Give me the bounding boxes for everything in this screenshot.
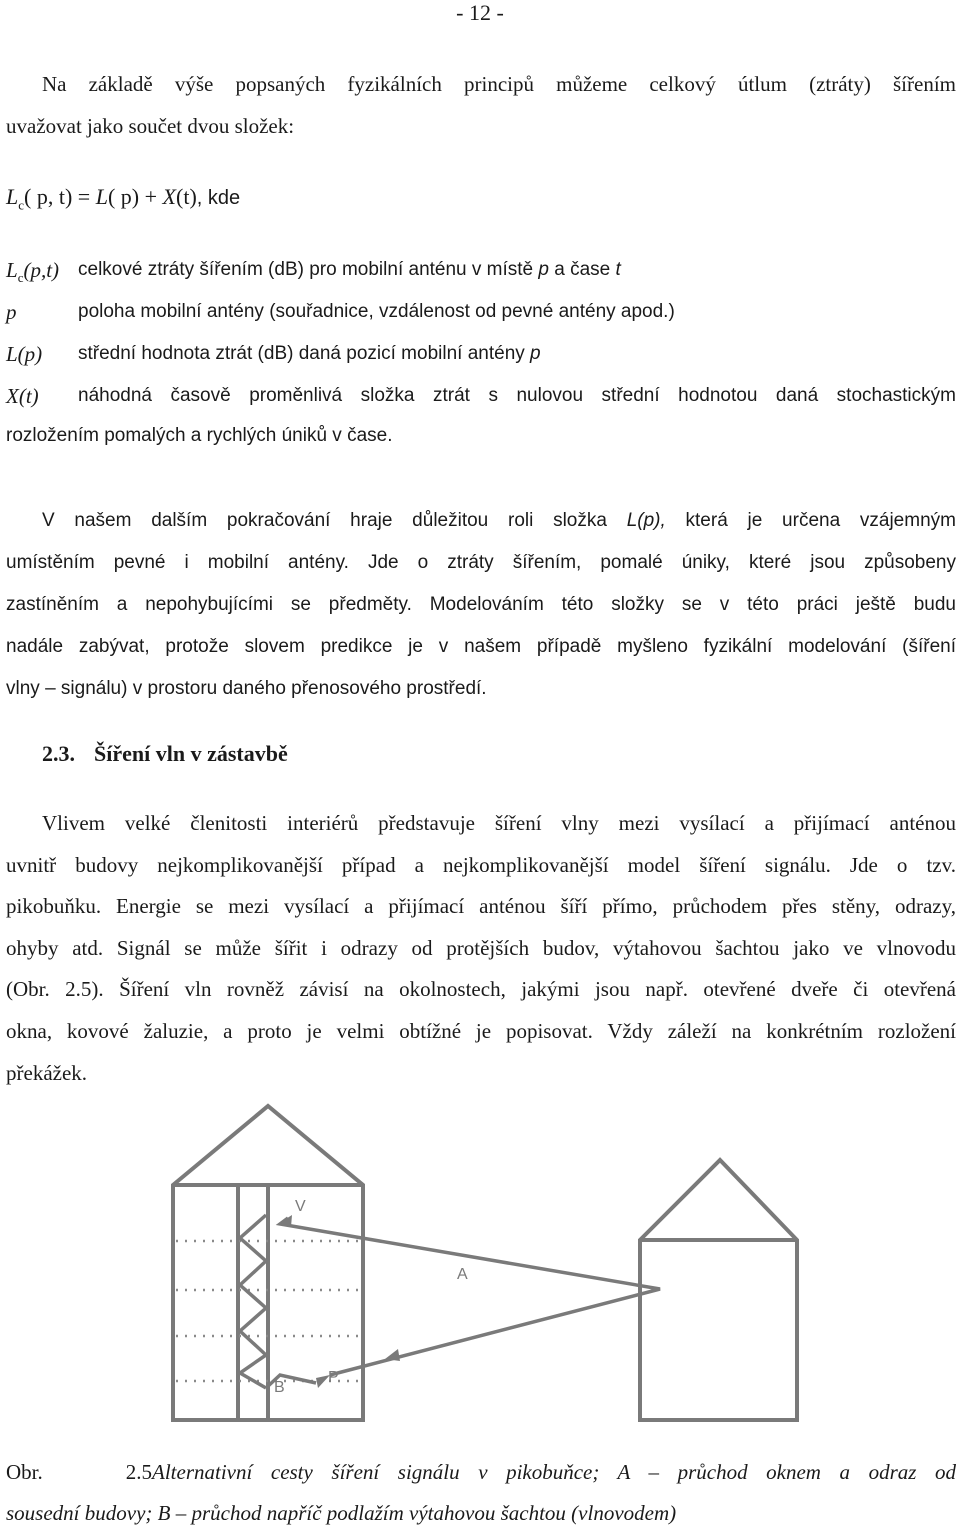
- label-b: B: [274, 1379, 285, 1396]
- paragraph-buildings: [6, 803, 956, 1094]
- label-v: V: [295, 1198, 306, 1215]
- para3-line-6: okna, kovové žaluzie, a proto je velmi obtížné je popisovat. Vždy záleží na konkrétním rozložení: [6, 1018, 956, 1043]
- path-a-rays: [280, 1218, 660, 1375]
- para2-line-4: nadále zabývat, protože slovem predikce je v našem případě myšleno fyzikální modelování (šíření: [6, 636, 956, 657]
- path-b-zigzag: [240, 1215, 266, 1388]
- formula-sub-c: c: [18, 197, 25, 213]
- definition-term-lp: L(p): [6, 342, 43, 366]
- intro-line-1: Na základě výše popsaných fyzikálních principů můžeme celkový útlum (ztráty) šířením: [42, 72, 956, 96]
- figure-caption-label: Obr. 2.5: [6, 1460, 152, 1484]
- section-number: 2.3.: [42, 741, 75, 766]
- definition-text-lp: střední hodnota ztrát (dB) daná pozicí mobilní antény p: [78, 343, 541, 364]
- intro-line-2: uvažovat jako součet dvou složek:: [6, 113, 295, 138]
- loss-formula: [6, 179, 240, 223]
- definition-text-lc: celkové ztráty šířením (dB) pro mobilní anténu v místě p a čase t: [78, 259, 621, 280]
- paragraph-lp: [6, 500, 956, 710]
- para2-line-5: vlny – signálu) v prostoru daného přenosového prostředí.: [6, 678, 487, 699]
- definition-term-p: p: [6, 300, 17, 324]
- definition-text-xt-line2: rozložením pomalých a rychlých úniků v čase.: [6, 425, 393, 446]
- para2-line-1: V našem dalším pokračování hraje důležitou roli složka L(p), která je určena vzájemným: [42, 510, 956, 531]
- definition-text-p: poloha mobilní antény (souřadnice, vzdálenost od pevné antény apod.): [78, 301, 675, 322]
- formula-L2: L: [95, 184, 108, 209]
- formula-args-pt: ( p, t): [24, 184, 73, 209]
- label-p: P: [328, 1369, 339, 1386]
- definition-term-xt: X(t): [6, 384, 39, 408]
- picocell-diagram: [170, 1103, 800, 1423]
- para3-line-3: pikobuňku. Energie se mezi vysílací a přijímací anténou šíří přímo, průchodem přes stěny, odrazy,: [6, 894, 956, 919]
- para2-line-3: zastíněním a nepohybujícími se předměty. Modelováním této složky se v této práci ještě budu: [6, 594, 956, 615]
- formula-args-p: ( p): [107, 184, 140, 209]
- figure-caption-line-1: Obr. 2.5Alternativní cesty šíření signálu v pikobuňce; A – průchod oknem a odraz od: [6, 1455, 956, 1489]
- intro-paragraph: [6, 64, 956, 147]
- para3-line-5: (Obr. 2.5). Šíření vln rovněž závisí na okolnostech, jakými jsou např. otevřené dveře či otevřená: [6, 977, 956, 1002]
- label-a: A: [457, 1266, 468, 1283]
- formula-args-t: (t): [176, 184, 197, 209]
- path-return-arrowhead: [385, 1349, 400, 1361]
- figure-caption-line-2: sousední budovy; B – průchod napříč podlažím výtahovou šachtou (vlnovodem): [6, 1501, 677, 1525]
- right-building-outline: [640, 1160, 797, 1420]
- formula-L: L: [6, 184, 19, 209]
- page-number: - 12 -: [456, 0, 504, 25]
- formula-equals: =: [77, 184, 91, 209]
- para3-line-2: uvnitř budovy nejkomplikovanější případ a nejkomplikovanější model šíření signálu. Jde o tzv.: [6, 852, 956, 877]
- para2-line-2: umístěním pevné i mobilní antény. Jde o ztráty šířením, pomalé úniky, které jsou způsobeny: [6, 552, 956, 573]
- para3-line-4: ohyby atd. Signál se může šířit i odrazy od protějších budov, výtahovou šachtou jako ve vlnovodu: [6, 935, 956, 960]
- formula-X: X: [162, 184, 176, 209]
- para3-line-7: překážek.: [6, 1060, 88, 1085]
- section-heading: [42, 736, 288, 772]
- formula-suffix: , kde: [196, 187, 241, 209]
- formula-plus: +: [144, 184, 158, 209]
- section-title: Šíření vln v zástavbě: [94, 741, 288, 766]
- definition-term-lc: $L_c(p,t)$: [6, 258, 60, 286]
- para3-line-1: Vlivem velké členitosti interiérů představuje šíření vlny mezi vysílací a přijímací anténou: [42, 811, 956, 835]
- definition-text-xt-line1: náhodná časově proměnlivá složka ztrát s nulovou střední hodnotou daná stochastickým: [78, 385, 956, 406]
